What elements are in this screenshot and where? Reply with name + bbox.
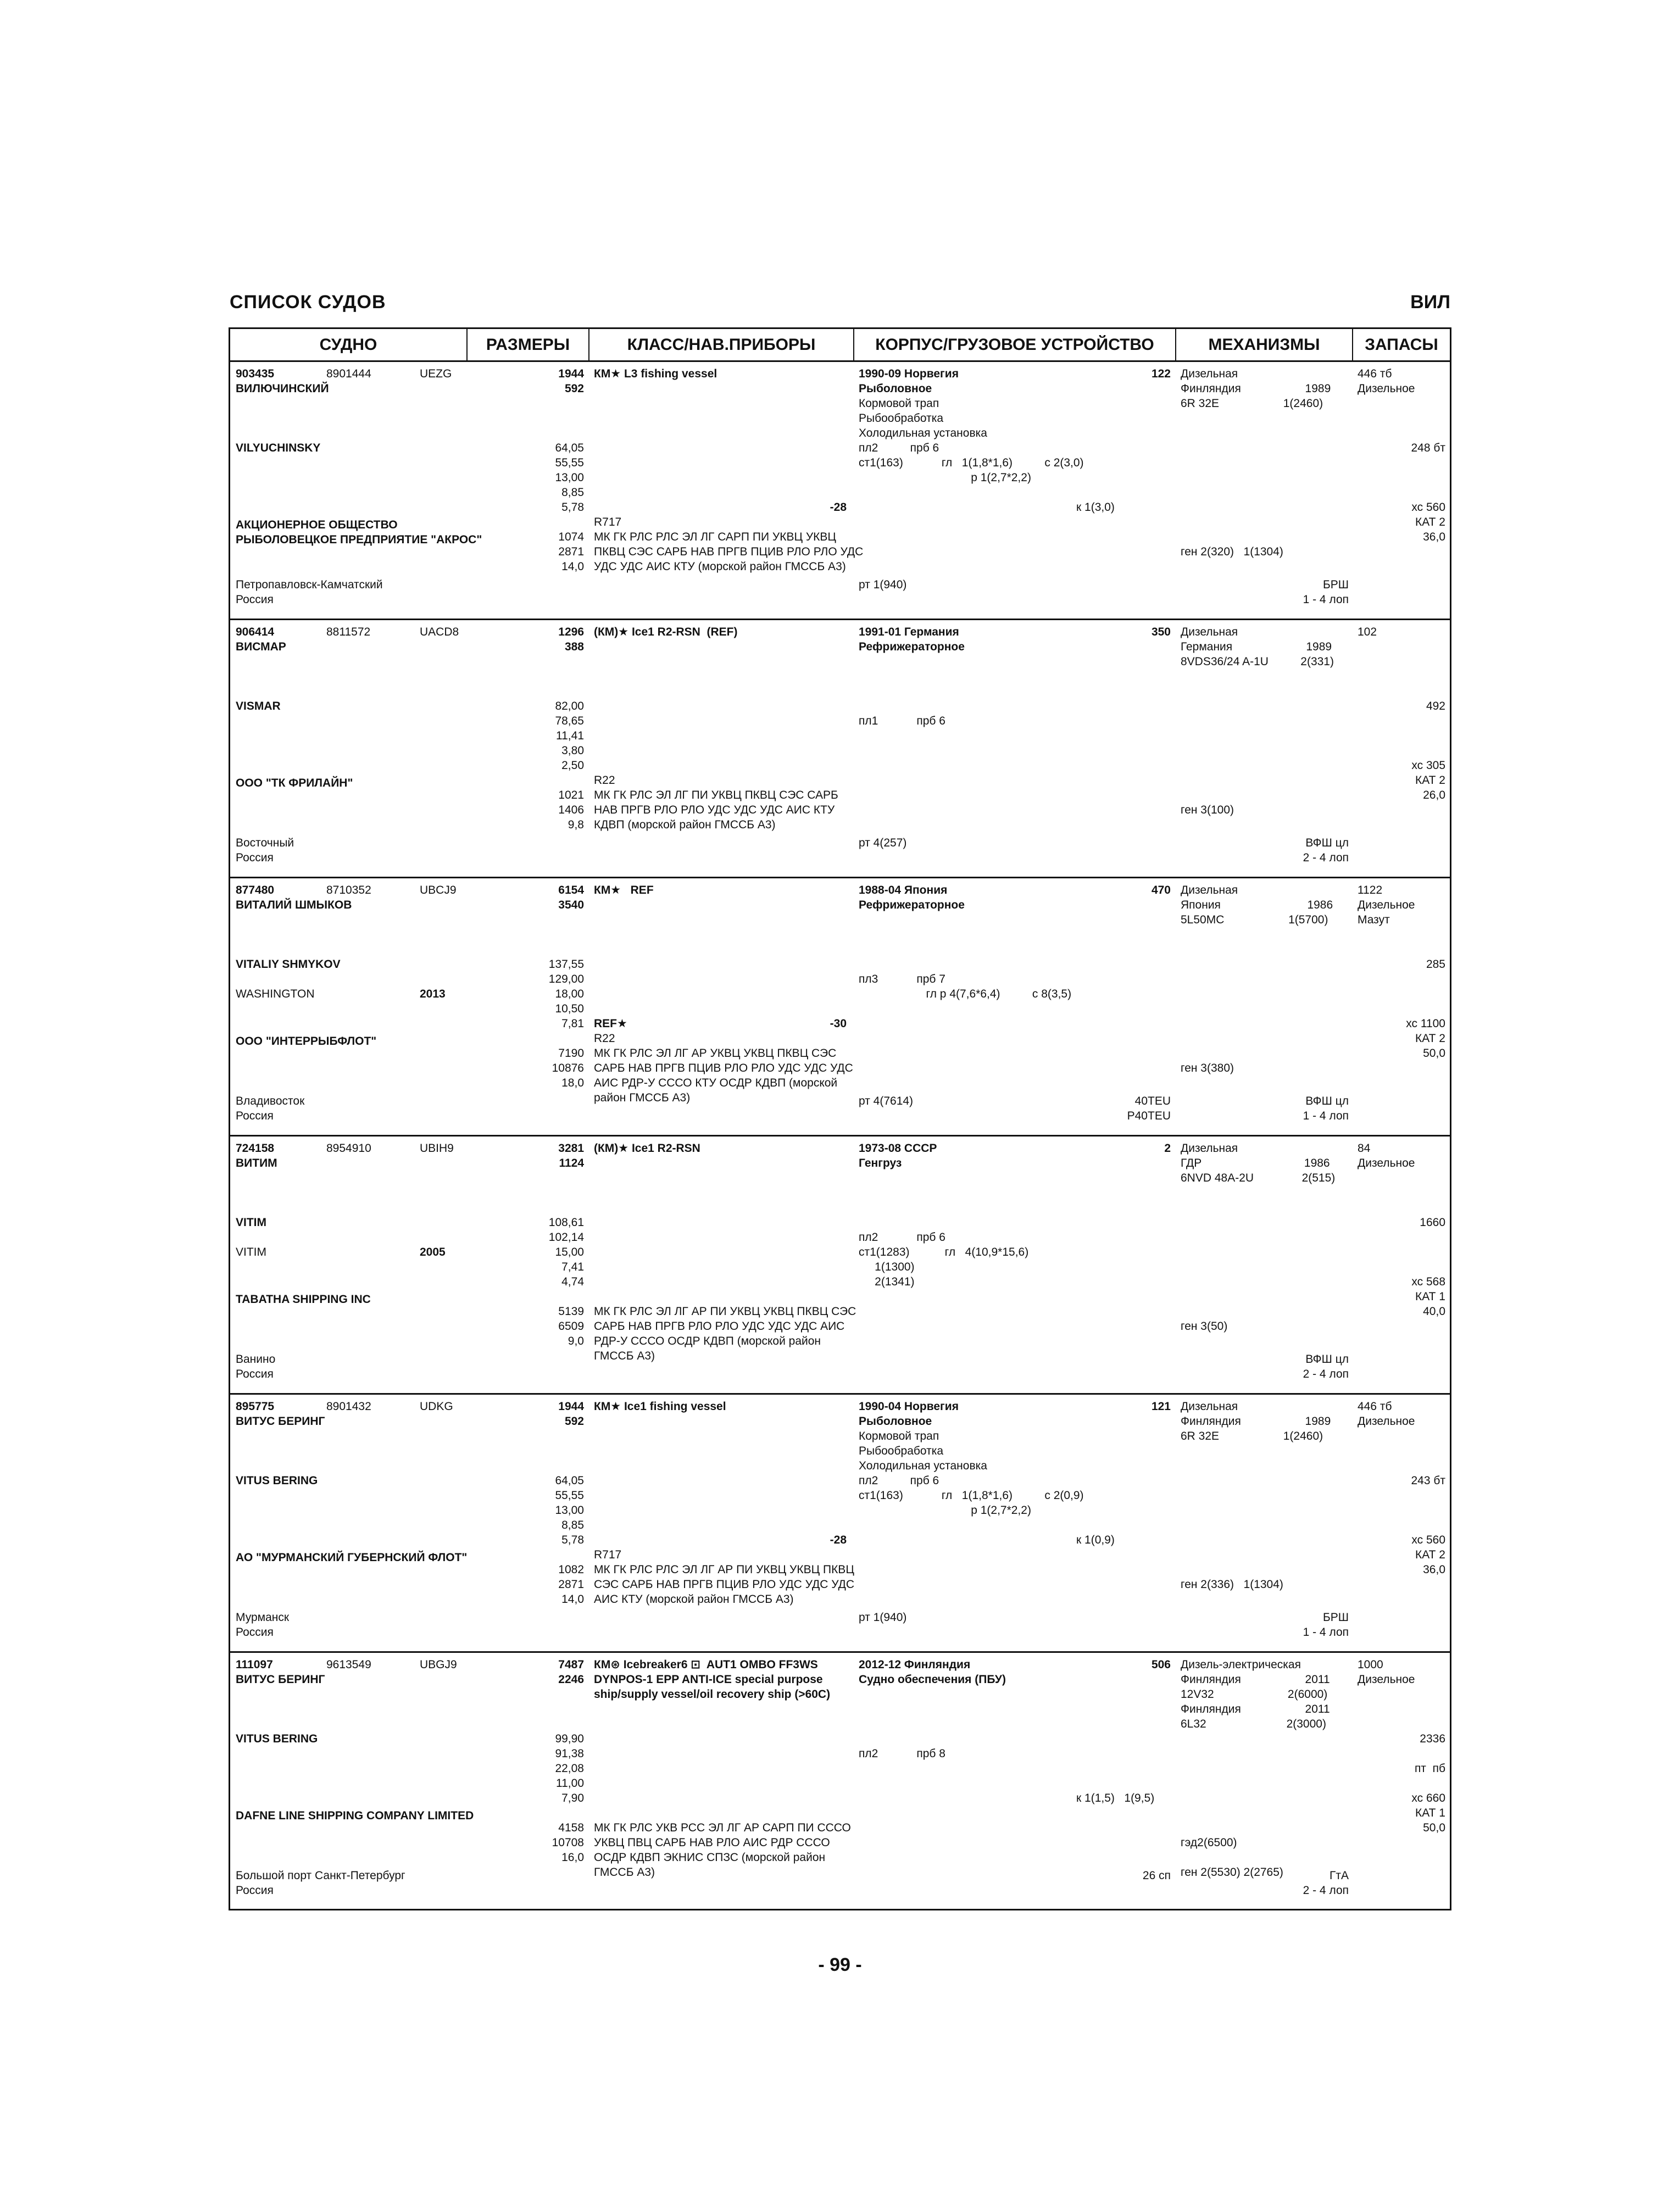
ship-class-temp: -28 (830, 501, 847, 514)
ship-water-stores: 1660 (1420, 1216, 1445, 1229)
ship-class: (КМ)★ Ice1 R2-RSN (594, 1142, 700, 1155)
ship-dimensions: 137,55 129,00 18,00 10,50 7,81 (548, 958, 584, 1030)
ship-fuel-stores: 1122 Дизельное Мазут (1358, 884, 1415, 926)
ship-build-info: 1988-04 Япония Рефрижераторное (859, 884, 965, 911)
ship-entry (230, 1653, 1450, 1911)
ship-containers: 26 сп (1142, 1869, 1171, 1882)
ship-cargo-gear: пл2 прб 8 (859, 1747, 945, 1760)
ship-cargo-gear: Кормовой трап Рыбообработка Холодильная установка пл2 прб 6 ст1(163) гл 1(1,8*1,6) с 2(3,0) р 1(2,7*2,2) (859, 397, 1084, 484)
ship-call-sign: UACD8 (420, 626, 459, 638)
ship-capacity: 1021 1406 9,8 (558, 789, 584, 831)
col-header-dimensions: РАЗМЕРЫ (468, 329, 588, 362)
ship-nav-equipment: R717 МК ГК РЛС РЛС ЭЛ ЛГ САРП ПИ УКВЦ УКВЦ ПКВЦ СЭС САРБ НАВ ПРГВ ПЦИВ РЛО РЛО УДС УДС УДС АИС КТУ (морской район ГМССБ А3) (594, 516, 864, 573)
ship-propeller: ВФШ цл 2 - 4 лоп (1303, 1353, 1349, 1380)
ship-dimensions: 108,61 102,14 15,00 7,41 4,74 (548, 1216, 584, 1288)
ship-reg-number: 724158 (236, 1142, 275, 1155)
ship-tonnage: 3281 1124 (558, 1142, 584, 1169)
ship-propeller: ГтА 2 - 4 лоп (1303, 1869, 1349, 1897)
ship-engine: Дизельная Япония 1986 5L50MC 1(5700) (1181, 884, 1333, 926)
ship-capacity: 1082 2871 14,0 (558, 1563, 584, 1606)
ship-tonnage: 6154 3540 (558, 884, 584, 911)
ship-class: (КМ)★ Ice1 R2-RSN (REF) (594, 626, 738, 638)
ship-country: Россия (236, 1626, 274, 1639)
ship-latin-name: VISMAR (236, 700, 281, 712)
ship-nav-equipment: R22 МК ГК РЛС ЭЛ ЛГ ПИ УКВЦ ПКВЦ СЭС САРБ НАВ ПРГВ РЛО РЛО УДС УДС УДС АИС КТУ КДВП (морской район ГМССБ А3) (594, 774, 838, 831)
ship-boats: рт 4(257) (859, 837, 907, 849)
ship-hull-number: 122 (1151, 367, 1171, 380)
ship-dimensions: 82,00 78,65 11,41 3,80 2,50 (555, 700, 584, 772)
ship-refrigeration: хс 1100 КАТ 2 50,0 (1406, 1017, 1445, 1060)
ship-tonnage: 7487 2246 (558, 1658, 584, 1686)
ship-name: ВИТУС БЕРИНГ (236, 1673, 325, 1686)
ship-cargo-gear: пл1 прб 6 (859, 715, 945, 727)
ship-reg-number: 111097 (236, 1658, 273, 1671)
ship-refrigeration: хс 560 КАТ 2 36,0 (1411, 501, 1445, 543)
page-header-code: ВИЛ (1410, 292, 1450, 313)
ship-entry (230, 620, 1450, 878)
ship-call-sign: UDKG (420, 1400, 453, 1413)
ship-latin-name: VITUS BERING (236, 1474, 318, 1487)
ship-port: Большой порт Санкт-Петербург (236, 1869, 405, 1882)
ship-capacity: 1074 2871 14,0 (558, 531, 584, 573)
ship-cargo-extra: к 1(3,0) (1076, 501, 1115, 514)
ship-dimensions: 64,05 55,55 13,00 8,85 5,78 (555, 442, 584, 514)
page-number: - 99 - (818, 1954, 862, 1975)
ship-imo-number: 9613549 (326, 1658, 371, 1671)
ship-class: КМ⊛ Icebreaker6 ⊡ AUT1 OMBO FF3WS DYNPOS-1 EPP ANTI-ICE special purpose ship/supply vessel/oil recovery ship (>60C) (594, 1658, 831, 1701)
ship-imo-number: 8954910 (326, 1142, 371, 1155)
ship-engine: Дизель-электрическая Финляндия 2011 12V32 2(6000) Финляндия 2011 6L32 2(3000) (1181, 1658, 1330, 1730)
ship-cargo-gear: пл3 прб 7 гл р 4(7,6*6,4) с 8(3,5) (859, 973, 1072, 1000)
ship-class-temp: -28 (830, 1534, 847, 1546)
col-header-stores: ЗАПАСЫ (1353, 329, 1450, 362)
ship-owner: TABATHA SHIPPING INC (236, 1293, 371, 1306)
ship-hull-number: 2 (1164, 1142, 1171, 1155)
ship-fuel-stores: 446 тб Дизельное (1358, 1400, 1415, 1428)
ship-engine: Дизельная Финляндия 1989 6R 32E 1(2460) (1181, 367, 1331, 410)
ship-capacity: 7190 10876 18,0 (552, 1047, 584, 1089)
ship-class-temp: -30 (830, 1017, 847, 1030)
ship-class: КМ★ REF (594, 884, 654, 896)
ship-cargo-gear: Кормовой трап Рыбообработка Холодильная установка пл2 прб 6 ст1(163) гл 1(1,8*1,6) с 2(0,9) р 1(2,7*2,2) (859, 1430, 1084, 1517)
ship-build-info: 1990-04 Норвегия Рыболовное (859, 1400, 959, 1428)
ship-latin-name: VITIM (236, 1216, 266, 1229)
ship-imo-number: 8901444 (326, 367, 371, 380)
ship-capacity: 4158 10708 16,0 (552, 1821, 584, 1864)
ship-propeller: ВФШ цл 1 - 4 лоп (1303, 1095, 1349, 1122)
ship-build-info: 1991-01 Германия Рефрижераторное (859, 626, 965, 653)
ship-class: КМ★ Ice1 fishing vessel (594, 1400, 726, 1413)
ship-build-info: 1990-09 Норвегия Рыболовное (859, 367, 959, 395)
ship-tonnage: 1944 592 (558, 367, 584, 395)
ship-nav-equipment: МК ГК РЛС ЭЛ ЛГ АР ПИ УКВЦ УКВЦ ПКВЦ СЭС САРБ НАВ ПРГВ РЛО РЛО УДС УДС УДС АИС РДР-У СССО ОСДР КДВП (морской район ГМССБ А3) (594, 1305, 856, 1362)
ship-build-info: 1973-08 СССР Генгруз (859, 1142, 937, 1169)
ship-nav-equipment: R717 МК ГК РЛС РЛС ЭЛ ЛГ АР ПИ УКВЦ УКВЦ ПКВЦ СЭС САРБ НАВ ПРГВ ПЦИВ РЛО УДС УДС УДС АИС КТУ (морской район ГМССБ А3) (594, 1548, 855, 1606)
ship-name: ВИЛЮЧИНСКИЙ (236, 382, 329, 395)
ship-flag-year: 2013 (420, 988, 446, 1000)
ship-latin-name: VITALIY SHMYKOV (236, 958, 341, 971)
ship-propeller: ВФШ цл 2 - 4 лоп (1303, 837, 1349, 864)
ship-latin-name: VILYUCHINSKY (236, 442, 321, 454)
ship-generators: гэд2(6500) ген 2(5530) 2(2765) (1181, 1836, 1283, 1879)
ship-reg-number: 903435 (236, 367, 275, 380)
ship-call-sign: UBGJ9 (420, 1658, 457, 1671)
ship-entry (230, 362, 1450, 620)
ship-boats: рт 4(7614) (859, 1095, 914, 1107)
ship-water-stores: 243 бт (1411, 1474, 1445, 1487)
ship-country: Россия (236, 1368, 274, 1380)
col-header-machinery: МЕХАНИЗМЫ (1176, 329, 1352, 362)
ship-generators: ген 3(380) (1181, 1062, 1234, 1074)
ship-class: КМ★ L3 fishing vessel (594, 367, 717, 380)
ship-cargo-gear: пл2 прб 6 ст1(1283) гл 4(10,9*15,6) 1(1300) 2(1341) (859, 1231, 1029, 1288)
ship-country: Россия (236, 1110, 274, 1122)
ship-nav-equipment: МК ГК РЛС УКВ РСС ЭЛ ЛГ АР САРП ПИ СССО УКВЦ ПВЦ САРБ НАВ РЛО АИС РДР СССО ОСДР КДВП ЭКНИС СПЗС (морской район ГМССБ А3) (594, 1821, 851, 1879)
ship-hull-number: 121 (1151, 1400, 1171, 1413)
ship-name: ВИТИМ (236, 1157, 277, 1169)
ship-register-table (229, 327, 1451, 1910)
ship-refrigeration: хс 560 КАТ 2 36,0 (1411, 1534, 1445, 1576)
ship-call-sign: UBCJ9 (420, 884, 457, 896)
ship-fuel-stores: 446 тб Дизельное (1358, 367, 1415, 395)
ship-capacity: 5139 6509 9,0 (558, 1305, 584, 1347)
ship-nav-equipment: R22 МК ГК РЛС ЭЛ ЛГ АР УКВЦ УКВЦ ПКВЦ СЭС САРБ НАВ ПРГВ ПЦИВ РЛО РЛО УДС УДС УДС АИС РДР-У СССО КТУ ОСДР КДВП (морской район ГМССБ А3) (594, 1032, 853, 1104)
ship-entry (230, 1137, 1450, 1395)
ship-engine: Дизельная Германия 1989 8VDS36/24 A-1U 2(331) (1181, 626, 1334, 668)
page-header-title: СПИСОК СУДОВ (230, 292, 386, 313)
ship-owner: ООО "ИНТЕРРЫБФЛОТ" (236, 1035, 377, 1048)
ship-flag-year: 2005 (420, 1246, 446, 1258)
ship-call-sign: UBIH9 (420, 1142, 454, 1155)
ship-dimensions: 64,05 55,55 13,00 8,85 5,78 (555, 1474, 584, 1546)
ship-build-info: 2012-12 Финляндия Судно обеспечения (ПБУ) (859, 1658, 1006, 1686)
ship-name: ВИСМАР (236, 640, 286, 653)
ship-latin-name: VITUS BERING (236, 1733, 318, 1745)
ship-country: Россия (236, 593, 274, 606)
ship-engine: Дизельная ГДР 1986 6NVD 48A-2U 2(515) (1181, 1142, 1336, 1184)
ship-port: Восточный (236, 837, 294, 849)
ship-propeller: БРШ 1 - 4 лоп (1303, 578, 1349, 606)
ship-imo-number: 8811572 (326, 626, 371, 638)
col-header-hull: КОРПУС/ГРУЗОВОЕ УСТРОЙСТВО (854, 329, 1175, 362)
ship-imo-number: 8710352 (326, 884, 371, 896)
ship-refrigeration: хс 660 КАТ 1 50,0 (1411, 1792, 1445, 1834)
ship-cargo-extra: к 1(1,5) 1(9,5) (1076, 1792, 1155, 1804)
ship-owner: АО "МУРМАНСКИЙ ГУБЕРНСКИЙ ФЛОТ" (236, 1551, 468, 1564)
ship-refrigeration: хс 568 КАТ 1 40,0 (1411, 1275, 1445, 1318)
ship-reg-number: 906414 (236, 626, 275, 638)
ship-port: Ванино (236, 1353, 276, 1366)
ship-reg-number: 877480 (236, 884, 275, 896)
ship-water-stores: 285 (1426, 958, 1445, 971)
ship-cargo-extra: к 1(0,9) (1076, 1534, 1115, 1546)
ship-generators: ген 3(100) (1181, 804, 1234, 816)
ship-reg-number: 895775 (236, 1400, 275, 1413)
ship-water-stores: 492 (1426, 700, 1445, 712)
ship-name: ВИТАЛИЙ ШМЫКОВ (236, 899, 352, 911)
ship-flag-note: WASHINGTON (236, 988, 315, 1000)
ship-water-stores: 2336 пт пб (1414, 1733, 1445, 1775)
ship-fuel-stores: 84 Дизельное (1358, 1142, 1415, 1169)
ship-tonnage: 1296 388 (558, 626, 584, 653)
ship-owner: АКЦИОНЕРНОЕ ОБЩЕСТВО РЫБОЛОВЕЦКОЕ ПРЕДПРИЯТИЕ "АКРОС" (236, 519, 482, 546)
ship-refrigeration: хс 305 КАТ 2 26,0 (1411, 759, 1445, 801)
ship-hull-number: 350 (1151, 626, 1171, 638)
ship-port: Петропавловск-Камчатский (236, 578, 383, 591)
ship-tonnage: 1944 592 (558, 1400, 584, 1428)
ship-entry (230, 878, 1450, 1137)
ship-boats: рт 1(940) (859, 1611, 907, 1624)
ship-port: Владивосток (236, 1095, 305, 1107)
ship-port: Мурманск (236, 1611, 290, 1624)
ship-propeller: БРШ 1 - 4 лоп (1303, 1611, 1349, 1639)
ship-fuel-stores: 1000 Дизельное (1358, 1658, 1415, 1686)
ship-fuel-stores: 102 (1358, 626, 1377, 638)
ship-owner: DAFNE LINE SHIPPING COMPANY LIMITED (236, 1809, 474, 1822)
ship-water-stores: 248 бт (1411, 442, 1445, 454)
ship-generators: ген 2(336) 1(1304) (1181, 1578, 1283, 1591)
ship-country: Россия (236, 1884, 274, 1897)
ship-country: Россия (236, 851, 274, 864)
ship-engine: Дизельная Финляндия 1989 6R 32E 1(2460) (1181, 1400, 1331, 1442)
ship-hull-number: 506 (1151, 1658, 1171, 1671)
ship-call-sign: UEZG (420, 367, 452, 380)
ship-boats: рт 1(940) (859, 578, 907, 591)
ship-imo-number: 8901432 (326, 1400, 371, 1413)
ship-entry (230, 1395, 1450, 1653)
ship-generators: ген 3(50) (1181, 1320, 1228, 1333)
ship-generators: ген 2(320) 1(1304) (1181, 545, 1283, 558)
col-header-class: КЛАСС/НАВ.ПРИБОРЫ (589, 329, 853, 362)
col-header-ship: СУДНО (230, 329, 466, 362)
ship-class-extra: REF★ (594, 1017, 627, 1030)
ship-name: ВИТУС БЕРИНГ (236, 1415, 325, 1428)
ship-flag-note: VITIM (236, 1246, 266, 1258)
ship-owner: ООО "ТК ФРИЛАЙН" (236, 777, 353, 789)
ship-hull-number: 470 (1151, 884, 1171, 896)
ship-containers: 40TEU P40TEU (1127, 1095, 1171, 1122)
ship-dimensions: 99,90 91,38 22,08 11,00 7,90 (555, 1733, 584, 1804)
